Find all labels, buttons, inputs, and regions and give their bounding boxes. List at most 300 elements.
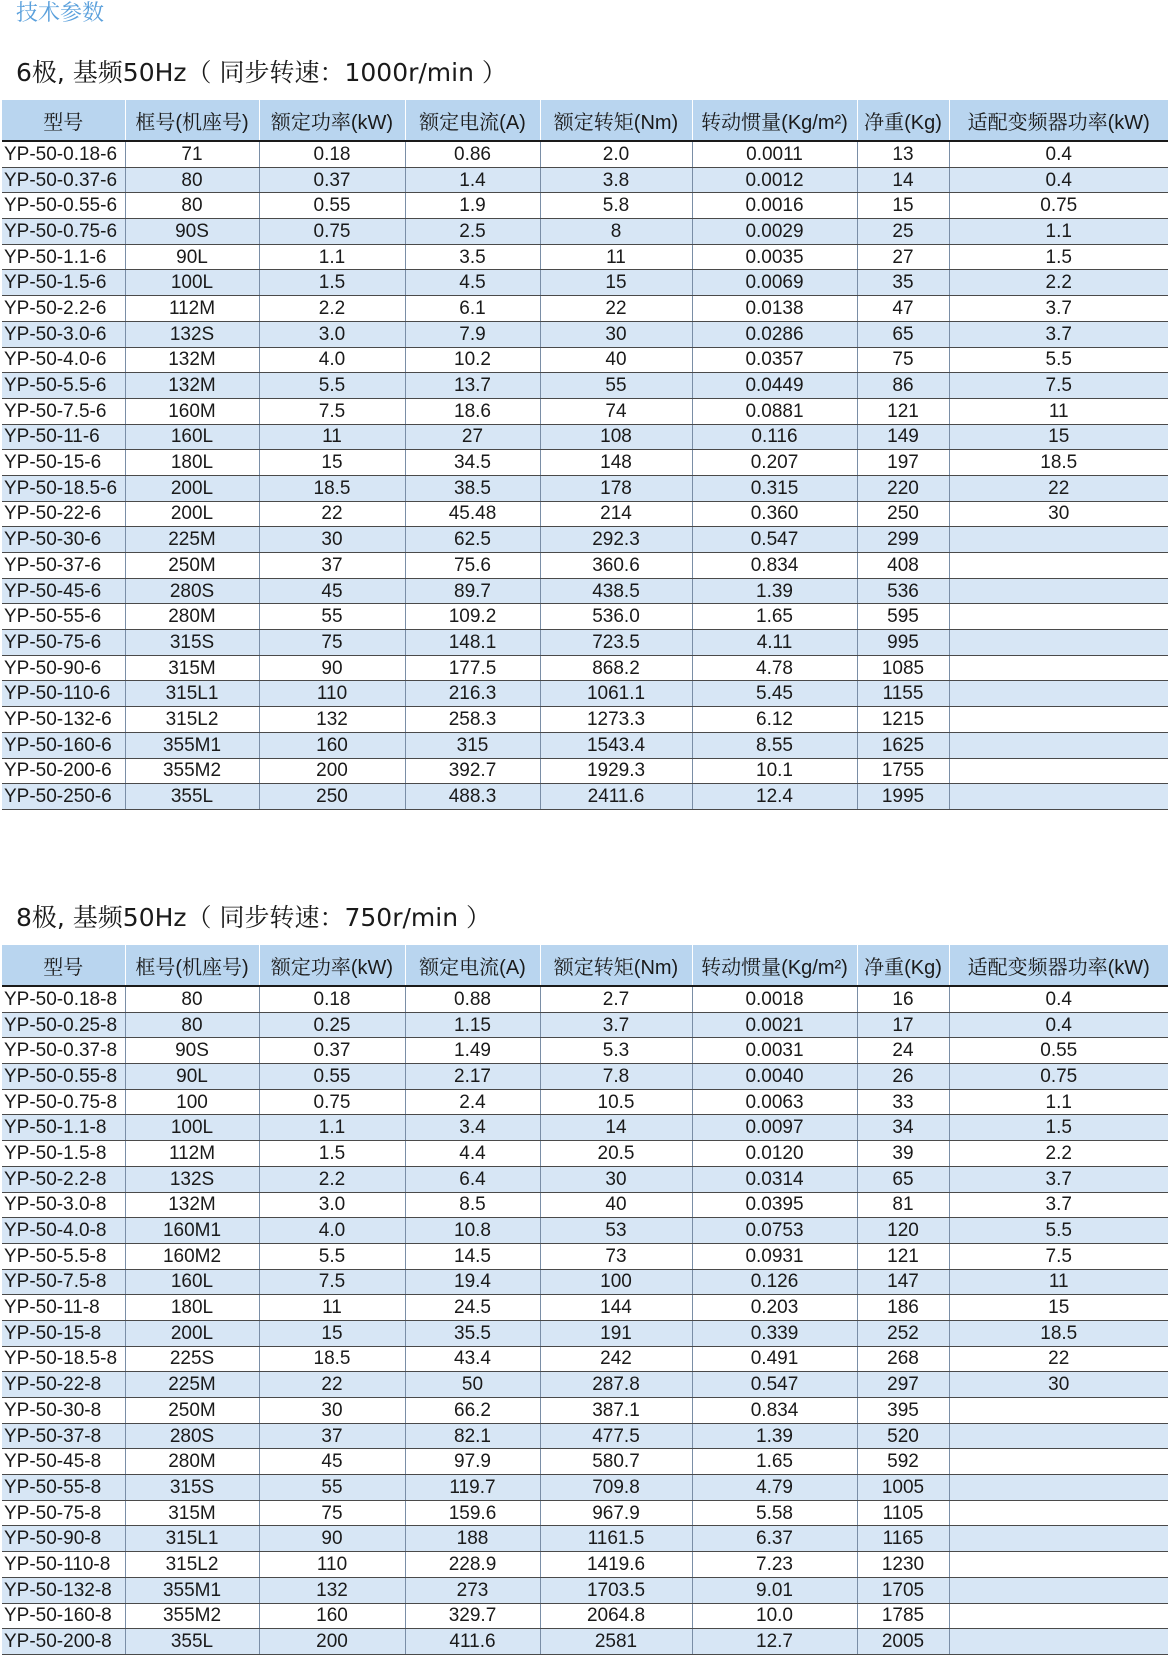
table-row bbox=[2, 1141, 1168, 1167]
table-cell: YP-50-1.5-6 bbox=[2, 270, 125, 296]
table-cell: 22 bbox=[949, 475, 1168, 501]
table-cell: YP-50-15-8 bbox=[2, 1320, 125, 1346]
table-cell bbox=[949, 1398, 1168, 1424]
table-cell: 252 bbox=[857, 1320, 949, 1346]
table-cell: 90S bbox=[125, 1038, 259, 1064]
table-cell: 250M bbox=[125, 553, 259, 579]
table-cell: 10.2 bbox=[405, 347, 540, 373]
table-cell: YP-50-0.37-6 bbox=[2, 167, 125, 193]
table-cell: 18.5 bbox=[949, 450, 1168, 476]
table-cell: 8 bbox=[540, 219, 692, 245]
table-cell: 0.203 bbox=[692, 1295, 857, 1321]
table-cell: 287.8 bbox=[540, 1372, 692, 1398]
table-cell bbox=[949, 1475, 1168, 1501]
table-cell: 144 bbox=[540, 1295, 692, 1321]
table-cell: 1215 bbox=[857, 707, 949, 733]
table-cell: 225M bbox=[125, 527, 259, 553]
table-cell: 4.79 bbox=[692, 1475, 857, 1501]
table-cell: YP-50-90-8 bbox=[2, 1526, 125, 1552]
table-cell: 177.5 bbox=[405, 655, 540, 681]
table-cell: 0.0753 bbox=[692, 1218, 857, 1244]
table-cell: 7.9 bbox=[405, 321, 540, 347]
table-cell: 355M1 bbox=[125, 1577, 259, 1603]
table-row bbox=[2, 450, 1168, 476]
table-cell: 9.01 bbox=[692, 1577, 857, 1603]
table-cell: 15 bbox=[949, 424, 1168, 450]
table-body bbox=[2, 986, 1168, 1654]
table-row bbox=[2, 758, 1168, 784]
table-cell: 132 bbox=[259, 1577, 405, 1603]
table-cell: 0.55 bbox=[949, 1038, 1168, 1064]
table-cell bbox=[949, 1500, 1168, 1526]
table-cell: 280S bbox=[125, 578, 259, 604]
table-cell: 0.547 bbox=[692, 1372, 857, 1398]
table-cell: 1785 bbox=[857, 1603, 949, 1629]
table-cell: 2411.6 bbox=[540, 784, 692, 810]
table-cell: 30 bbox=[540, 1166, 692, 1192]
table-cell: 2.17 bbox=[405, 1064, 540, 1090]
table-cell: 411.6 bbox=[405, 1629, 540, 1655]
table-cell: 520 bbox=[857, 1423, 949, 1449]
table-cell: 395 bbox=[857, 1398, 949, 1424]
table-cell: 30 bbox=[949, 1372, 1168, 1398]
section-title: 6极, 基频50Hz（ 同步转速：1000r/min ） bbox=[16, 58, 507, 87]
table-cell: 488.3 bbox=[405, 784, 540, 810]
table-row bbox=[2, 1166, 1168, 1192]
table-cell: 35 bbox=[857, 270, 949, 296]
table-cell: 0.0040 bbox=[692, 1064, 857, 1090]
table-cell: 110 bbox=[259, 681, 405, 707]
table-cell: 24 bbox=[857, 1038, 949, 1064]
table-row bbox=[2, 1475, 1168, 1501]
table-cell: 132M bbox=[125, 347, 259, 373]
table-cell: 5.5 bbox=[259, 373, 405, 399]
table-cell: 250 bbox=[259, 784, 405, 810]
table-cell: 2.2 bbox=[259, 1166, 405, 1192]
table-row bbox=[2, 398, 1168, 424]
table-cell: YP-50-75-8 bbox=[2, 1500, 125, 1526]
table-row bbox=[2, 321, 1168, 347]
table-cell: 132M bbox=[125, 1192, 259, 1218]
table-cell: 80 bbox=[125, 1012, 259, 1038]
table-cell: 5.45 bbox=[692, 681, 857, 707]
table-cell: YP-50-0.25-8 bbox=[2, 1012, 125, 1038]
table-cell: 250M bbox=[125, 1398, 259, 1424]
table-cell: 15 bbox=[949, 1295, 1168, 1321]
table-cell: 75 bbox=[259, 630, 405, 656]
table-cell: 273 bbox=[405, 1577, 540, 1603]
table-cell: YP-50-0.55-8 bbox=[2, 1064, 125, 1090]
table-cell: 1625 bbox=[857, 732, 949, 758]
column-header: 额定功率(kW) bbox=[259, 100, 405, 141]
table-cell: 3.5 bbox=[405, 244, 540, 270]
table-cell bbox=[949, 1629, 1168, 1655]
table-cell: 75.6 bbox=[405, 553, 540, 579]
table-cell: 2005 bbox=[857, 1629, 949, 1655]
table-cell: YP-50-11-8 bbox=[2, 1295, 125, 1321]
table-cell: 112M bbox=[125, 296, 259, 322]
table-cell: 121 bbox=[857, 1243, 949, 1269]
table-cell: 30 bbox=[540, 321, 692, 347]
table-cell: 723.5 bbox=[540, 630, 692, 656]
table-cell: 66.2 bbox=[405, 1398, 540, 1424]
table-cell: 0.0881 bbox=[692, 398, 857, 424]
table-cell: 1273.3 bbox=[540, 707, 692, 733]
table-cell bbox=[949, 1577, 1168, 1603]
table-cell: YP-50-5.5-6 bbox=[2, 373, 125, 399]
table-cell: 30 bbox=[259, 527, 405, 553]
table-cell: YP-50-45-8 bbox=[2, 1449, 125, 1475]
table-cell: 0.0395 bbox=[692, 1192, 857, 1218]
table-cell: 408 bbox=[857, 553, 949, 579]
table-cell: 120 bbox=[857, 1218, 949, 1244]
table-cell: 3.8 bbox=[540, 167, 692, 193]
table-cell: 90L bbox=[125, 1064, 259, 1090]
table-cell: 1995 bbox=[857, 784, 949, 810]
table-cell: 121 bbox=[857, 398, 949, 424]
table-cell: YP-50-11-6 bbox=[2, 424, 125, 450]
table-cell: 0.0357 bbox=[692, 347, 857, 373]
table-cell: 110 bbox=[259, 1552, 405, 1578]
table-cell: YP-50-18.5-8 bbox=[2, 1346, 125, 1372]
table-cell: 0.0012 bbox=[692, 167, 857, 193]
table-cell: 90 bbox=[259, 655, 405, 681]
table-cell: 1105 bbox=[857, 1500, 949, 1526]
table-cell: 5.3 bbox=[540, 1038, 692, 1064]
table-cell: 2.2 bbox=[949, 270, 1168, 296]
table-cell: 355M1 bbox=[125, 732, 259, 758]
table-cell: 200 bbox=[259, 1629, 405, 1655]
table-row bbox=[2, 527, 1168, 553]
table-cell: 0.315 bbox=[692, 475, 857, 501]
table-cell: 80 bbox=[125, 986, 259, 1012]
table-cell: 3.0 bbox=[259, 321, 405, 347]
table-cell bbox=[949, 1449, 1168, 1475]
table-cell: 13 bbox=[857, 141, 949, 167]
table-cell: 74 bbox=[540, 398, 692, 424]
table-cell bbox=[949, 681, 1168, 707]
table-cell: 225M bbox=[125, 1372, 259, 1398]
column-header: 额定转矩(Nm) bbox=[540, 100, 692, 141]
table-cell: 200L bbox=[125, 475, 259, 501]
table-cell: 53 bbox=[540, 1218, 692, 1244]
table-cell: 11 bbox=[259, 424, 405, 450]
table-row bbox=[2, 244, 1168, 270]
table-row bbox=[2, 1603, 1168, 1629]
table-cell: 149 bbox=[857, 424, 949, 450]
table-cell: 0.0120 bbox=[692, 1141, 857, 1167]
table-cell: 1.1 bbox=[949, 219, 1168, 245]
table-row bbox=[2, 986, 1168, 1012]
table-cell: 0.75 bbox=[949, 1064, 1168, 1090]
table-cell: 6.4 bbox=[405, 1166, 540, 1192]
table-cell bbox=[949, 1603, 1168, 1629]
table-cell: 200L bbox=[125, 1320, 259, 1346]
table-cell: 10.8 bbox=[405, 1218, 540, 1244]
table-row bbox=[2, 681, 1168, 707]
table-cell: 3.7 bbox=[540, 1012, 692, 1038]
table-cell: 11 bbox=[949, 398, 1168, 424]
header-row bbox=[2, 100, 1168, 141]
table-cell: 1155 bbox=[857, 681, 949, 707]
table-cell: 0.491 bbox=[692, 1346, 857, 1372]
table-row bbox=[2, 1346, 1168, 1372]
table-cell: 30 bbox=[949, 501, 1168, 527]
table-cell: 8.5 bbox=[405, 1192, 540, 1218]
table-cell: 4.4 bbox=[405, 1141, 540, 1167]
table-cell: 0.18 bbox=[259, 986, 405, 1012]
table-cell: 1.5 bbox=[949, 1115, 1168, 1141]
table-cell: 5.8 bbox=[540, 193, 692, 219]
table-cell: 5.5 bbox=[949, 1218, 1168, 1244]
table-cell: 214 bbox=[540, 501, 692, 527]
table-cell: 50 bbox=[405, 1372, 540, 1398]
table-cell: 24.5 bbox=[405, 1295, 540, 1321]
table-cell bbox=[949, 1423, 1168, 1449]
table-cell: 11 bbox=[949, 1269, 1168, 1295]
table-cell: 71 bbox=[125, 141, 259, 167]
table-cell: 17 bbox=[857, 1012, 949, 1038]
table-cell: YP-50-2.2-8 bbox=[2, 1166, 125, 1192]
table-cell: 7.5 bbox=[949, 1243, 1168, 1269]
table-cell: 0.207 bbox=[692, 450, 857, 476]
table-cell: 55 bbox=[259, 604, 405, 630]
table-cell: 1.5 bbox=[259, 270, 405, 296]
table-cell: 75 bbox=[857, 347, 949, 373]
table-cell: 11 bbox=[540, 244, 692, 270]
table-row bbox=[2, 553, 1168, 579]
table-cell: 5.5 bbox=[259, 1243, 405, 1269]
table-cell: YP-50-22-8 bbox=[2, 1372, 125, 1398]
table-cell: 90S bbox=[125, 219, 259, 245]
table-cell: YP-50-110-8 bbox=[2, 1552, 125, 1578]
table-cell: 0.0016 bbox=[692, 193, 857, 219]
table-cell: 1161.5 bbox=[540, 1526, 692, 1552]
table-cell: YP-50-0.18-8 bbox=[2, 986, 125, 1012]
table-cell: 387.1 bbox=[540, 1398, 692, 1424]
table-cell: 268 bbox=[857, 1346, 949, 1372]
table-cell: YP-50-132-6 bbox=[2, 707, 125, 733]
table-cell: 1.15 bbox=[405, 1012, 540, 1038]
table-cell: 119.7 bbox=[405, 1475, 540, 1501]
table-cell: 22 bbox=[540, 296, 692, 322]
table-cell: 1.1 bbox=[949, 1089, 1168, 1115]
table-cell: 90 bbox=[259, 1526, 405, 1552]
table-cell: 2.2 bbox=[949, 1141, 1168, 1167]
table-cell: 25 bbox=[857, 219, 949, 245]
table-cell: 65 bbox=[857, 1166, 949, 1192]
table-cell: 315L2 bbox=[125, 707, 259, 733]
table-cell: 180L bbox=[125, 450, 259, 476]
table-cell: 65 bbox=[857, 321, 949, 347]
table-cell: 1543.4 bbox=[540, 732, 692, 758]
table-cell: YP-50-160-8 bbox=[2, 1603, 125, 1629]
table-cell: 45 bbox=[259, 1449, 405, 1475]
table-cell: YP-50-37-6 bbox=[2, 553, 125, 579]
table-cell: 89.7 bbox=[405, 578, 540, 604]
table-row bbox=[2, 141, 1168, 167]
table-cell: 191 bbox=[540, 1320, 692, 1346]
table-cell bbox=[949, 604, 1168, 630]
table-row bbox=[2, 296, 1168, 322]
table-cell: YP-50-0.55-6 bbox=[2, 193, 125, 219]
table-cell: 80 bbox=[125, 193, 259, 219]
table-cell: 0.75 bbox=[259, 1089, 405, 1115]
table-cell: 197 bbox=[857, 450, 949, 476]
table-cell bbox=[949, 732, 1168, 758]
table-cell: 355M2 bbox=[125, 1603, 259, 1629]
table-cell: 0.75 bbox=[259, 219, 405, 245]
table-cell: 355L bbox=[125, 1629, 259, 1655]
table-cell: 0.0031 bbox=[692, 1038, 857, 1064]
table-cell: 0.547 bbox=[692, 527, 857, 553]
table-cell: 27 bbox=[405, 424, 540, 450]
table-cell: 38.5 bbox=[405, 475, 540, 501]
table-cell: 188 bbox=[405, 1526, 540, 1552]
table-cell: 3.4 bbox=[405, 1115, 540, 1141]
table-cell: 4.78 bbox=[692, 655, 857, 681]
table-cell: 1419.6 bbox=[540, 1552, 692, 1578]
table-cell: 3.0 bbox=[259, 1192, 405, 1218]
table-cell: 200 bbox=[259, 758, 405, 784]
table-cell bbox=[949, 1526, 1168, 1552]
column-header: 型号 bbox=[2, 945, 125, 986]
table-cell: 81 bbox=[857, 1192, 949, 1218]
table-cell: 15 bbox=[259, 450, 405, 476]
table-cell: 0.25 bbox=[259, 1012, 405, 1038]
table-cell: 2.2 bbox=[259, 296, 405, 322]
table-row bbox=[2, 1552, 1168, 1578]
table-cell: 14.5 bbox=[405, 1243, 540, 1269]
table-cell: 27 bbox=[857, 244, 949, 270]
table-cell: 160M2 bbox=[125, 1243, 259, 1269]
table-cell: 20.5 bbox=[540, 1141, 692, 1167]
column-header: 转动惯量(Kg/m²) bbox=[692, 100, 857, 141]
table-cell: 1755 bbox=[857, 758, 949, 784]
table-cell: 1085 bbox=[857, 655, 949, 681]
table-cell bbox=[949, 707, 1168, 733]
table-cell: 100L bbox=[125, 270, 259, 296]
table-cell: 7.8 bbox=[540, 1064, 692, 1090]
table-cell: 0.0097 bbox=[692, 1115, 857, 1141]
table-cell: YP-50-0.75-8 bbox=[2, 1089, 125, 1115]
table-cell: YP-50-4.0-8 bbox=[2, 1218, 125, 1244]
table-cell bbox=[949, 655, 1168, 681]
table-cell: 0.0035 bbox=[692, 244, 857, 270]
column-header: 额定电流(A) bbox=[405, 945, 540, 986]
table-cell: YP-50-110-6 bbox=[2, 681, 125, 707]
table-cell: YP-50-1.1-6 bbox=[2, 244, 125, 270]
table-cell: 220 bbox=[857, 475, 949, 501]
table-row bbox=[2, 707, 1168, 733]
table-cell: 0.0286 bbox=[692, 321, 857, 347]
table-cell: 0.0018 bbox=[692, 986, 857, 1012]
table-cell: 2064.8 bbox=[540, 1603, 692, 1629]
table-cell: 80 bbox=[125, 167, 259, 193]
table-cell: 0.116 bbox=[692, 424, 857, 450]
table-cell: 34 bbox=[857, 1115, 949, 1141]
table-cell: 12.4 bbox=[692, 784, 857, 810]
table-cell: YP-50-30-6 bbox=[2, 527, 125, 553]
column-header: 型号 bbox=[2, 100, 125, 141]
table-cell: 40 bbox=[540, 347, 692, 373]
table-cell: 1005 bbox=[857, 1475, 949, 1501]
table-cell: 109.2 bbox=[405, 604, 540, 630]
table-cell: 0.0069 bbox=[692, 270, 857, 296]
table-cell: 22 bbox=[259, 1372, 405, 1398]
table-cell: 0.834 bbox=[692, 553, 857, 579]
column-header: 框号(机座号) bbox=[125, 945, 259, 986]
table-cell: 297 bbox=[857, 1372, 949, 1398]
table-cell: 258.3 bbox=[405, 707, 540, 733]
table-cell bbox=[949, 1552, 1168, 1578]
table-cell: 0.55 bbox=[259, 1064, 405, 1090]
table-row bbox=[2, 784, 1168, 810]
table-cell: 536 bbox=[857, 578, 949, 604]
table-cell: 178 bbox=[540, 475, 692, 501]
table-cell: 315L1 bbox=[125, 1526, 259, 1552]
table-cell: 1.39 bbox=[692, 578, 857, 604]
table-cell bbox=[949, 578, 1168, 604]
table-cell: 0.37 bbox=[259, 167, 405, 193]
table-cell: 30 bbox=[259, 1398, 405, 1424]
column-header: 框号(机座号) bbox=[125, 100, 259, 141]
table-cell: 6.12 bbox=[692, 707, 857, 733]
doc-title: 技术参数 bbox=[16, 1, 105, 26]
table-cell: 0.4 bbox=[949, 141, 1168, 167]
table-cell: 147 bbox=[857, 1269, 949, 1295]
table-cell: YP-50-160-6 bbox=[2, 732, 125, 758]
table-cell: 100 bbox=[540, 1269, 692, 1295]
table-cell: 360.6 bbox=[540, 553, 692, 579]
table-cell: 160M bbox=[125, 398, 259, 424]
column-header: 适配变频器功率(kW) bbox=[949, 945, 1168, 986]
table-cell: 2.7 bbox=[540, 986, 692, 1012]
table-cell: 62.5 bbox=[405, 527, 540, 553]
table-cell: 160 bbox=[259, 732, 405, 758]
table-cell: 7.5 bbox=[949, 373, 1168, 399]
table-cell: 15 bbox=[259, 1320, 405, 1346]
table-cell: 14 bbox=[540, 1115, 692, 1141]
table-cell: 73 bbox=[540, 1243, 692, 1269]
table-cell: YP-50-75-6 bbox=[2, 630, 125, 656]
table-cell: 37 bbox=[259, 553, 405, 579]
table-cell: YP-50-18.5-6 bbox=[2, 475, 125, 501]
table-cell: 26 bbox=[857, 1064, 949, 1090]
table-cell: 18.6 bbox=[405, 398, 540, 424]
table-row bbox=[2, 1295, 1168, 1321]
table-cell: 0.75 bbox=[949, 193, 1168, 219]
table-cell: 200L bbox=[125, 501, 259, 527]
table-cell: 34.5 bbox=[405, 450, 540, 476]
table-cell: 709.8 bbox=[540, 1475, 692, 1501]
table-cell bbox=[949, 784, 1168, 810]
table-cell: 392.7 bbox=[405, 758, 540, 784]
table-cell: 45.48 bbox=[405, 501, 540, 527]
table-row bbox=[2, 655, 1168, 681]
table-cell: YP-50-22-6 bbox=[2, 501, 125, 527]
table-cell: 4.11 bbox=[692, 630, 857, 656]
table-cell: 280M bbox=[125, 1449, 259, 1475]
table-cell: 3.7 bbox=[949, 321, 1168, 347]
table-row bbox=[2, 219, 1168, 245]
table-cell: 132S bbox=[125, 321, 259, 347]
table-cell: 40 bbox=[540, 1192, 692, 1218]
table-cell: 5.58 bbox=[692, 1500, 857, 1526]
table-cell: 18.5 bbox=[259, 475, 405, 501]
table-cell: 0.0029 bbox=[692, 219, 857, 245]
table-cell: 10.5 bbox=[540, 1089, 692, 1115]
